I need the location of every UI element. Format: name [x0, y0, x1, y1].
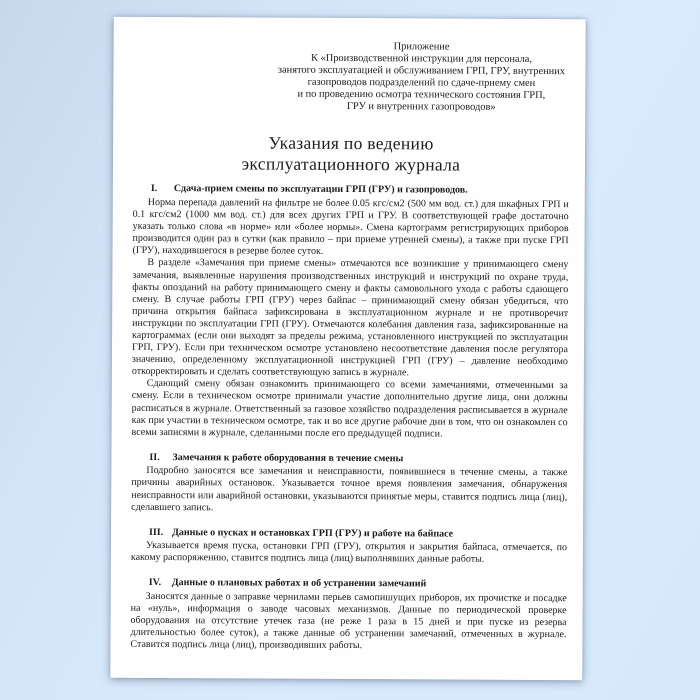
section-4-number: IV.: [148, 577, 162, 589]
section-3-paragraph-1: Указывается время пуска, остановки ГРП (ГРУ), открытия и закрытия байпаса, отмечается, по какому распоряжению, ставится подпись лица (лиц) выполнявших данные работы.: [130, 540, 567, 565]
section-1-number: I.: [150, 183, 158, 195]
section-4-paragraph-1: Заносятся данные о заправке чернилами перьев самопишущих приборов, их прочистке и посадке на «нуль», информация о заводе часовых механизмов. Данные по периодической проверке оборудования на отсутствие утечек газа (не реже 1 раза в 15 дней и при пуске из резерва длительностью более суток), а также данные об устранении замечаний, отмеченных в журнале. Ставится подпись лица (лиц), производивших работы.: [130, 590, 567, 652]
section-2-paragraph-1: Подробно заносятся все замечания и неисправности, появившиеся в течение смены, а также причины аварийных остановок. Указывается точное время появления замечания, обнаружения неисправности или аварийной остановки, указываются принятые меры, ставится подпись лица (лиц), сделавшего запись.: [131, 465, 568, 513]
section-2-title: Замечания к работе оборудования в течение смены: [172, 451, 404, 465]
section-1-paragraph-3: Сдающий смену обязан ознакомить принимающего со всеми замечаниями, отмеченными за смену. Если в техническом осмотре принимали участие дополнительно другие лица, они должны расписаться в журнале. Ответственный за газовое хозяйство подразделения расписывается в журнале как при участии в техническом осмотре, так и во все другие рабочие дни в том, что он ознакомлен со всеми записями в журнале, сделанными после его предыдущей подписи.: [131, 378, 568, 440]
section-1-paragraph-2: В разделе «Замечания при приеме смены» отмечаются все возникшие у принимающего смену замечания, выявленные нарушения производственных инструкций и инструкций по охране труда, факты опозданий на работу принимающего смену и факты самовольного ухода с работы сдающего смену. В случае работы ГРП (ГРУ) через байпас – принимающий смену обязан убедиться, что причина открытия байпаса зафиксирована в эксплуатационном журнале и не противоречит инструкции по эксплуатации ГРП (ГРУ). Отмечаются колебания давления газа, зафиксированные на картограммах (если они выходят за пределы режима, установленного инструкцией по эксплуатации ГРП, ГРУ). Если при техническом осмотре установлено несоответствие давления после регулятора значению, определенному эксплуатационной инструкцией ГРП (ГРУ) – давление необходимо откорректировать и сделать соответствующую запись в журнале.: [131, 257, 569, 379]
document-page: [110, 17, 585, 680]
section-3-number: III.: [149, 526, 164, 538]
section-3-heading: [131, 527, 567, 542]
section-1-heading: [133, 183, 569, 198]
section-1-title: Сдача-прием смены по эксплуатации ГРП (ГРУ) и газопроводов.: [173, 183, 468, 197]
section-4-title: Данные о плановых работах и об устранении замечаний: [171, 577, 427, 590]
section-equipment-remarks: [131, 452, 567, 516]
appendix-note: Приложение К «Производственной инструкции для персонала, занятого эксплуатацией и обслуживанием ГРП, ГРУ, внутренних газопроводов подразделений по сдаче-приему смен и по проведению осмотра технического состояния ГРП, ГРУ и внутренних газопроводов»: [277, 41, 565, 113]
section-planned-works: [130, 577, 566, 653]
section-2-number: II.: [149, 451, 160, 463]
section-2-heading: [131, 452, 567, 467]
section-1-paragraph-1: Норма перепада давлений на фильтре не более 0.05 кгс/см2 (500 мм вод. ст.) для шкафных ГРП и 0.1 кгс/см2 (1000 мм вод. ст.) для всех других ГРП и ГРУ. В соответствующей графе достаточно указать только слова «в норме» или «более нормы». Смена картограмм регистрирующих приборов производится один раз в сутки (как правило – при приеме утренней смены), а также при пуске ГРП (ГРУ), находившегося в резерве более суток.: [132, 196, 569, 258]
section-3-title: Данные о пусках и остановках ГРП (ГРУ) и работе на байпасе: [172, 526, 454, 540]
document-title: Указания по ведению эксплуатационного журнала: [241, 133, 461, 176]
section-shift-handover: [132, 183, 569, 441]
section-start-stop-data: [131, 527, 567, 567]
section-4-heading: [131, 577, 567, 592]
